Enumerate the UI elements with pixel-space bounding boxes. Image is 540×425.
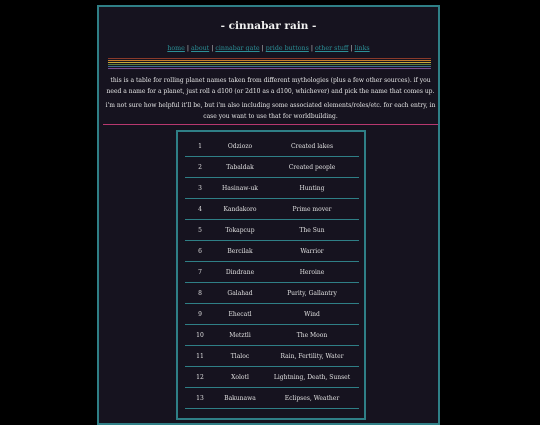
nav-separator: | bbox=[350, 45, 353, 52]
table-row bbox=[185, 345, 359, 367]
planet-name-cell: Galahad bbox=[227, 290, 253, 297]
roll-number-cell: 6 bbox=[198, 248, 202, 255]
association-cell: Heroine bbox=[299, 269, 325, 276]
table-row bbox=[185, 219, 359, 241]
table-row bbox=[185, 324, 359, 346]
roll-number-cell: 13 bbox=[196, 395, 204, 402]
table-row bbox=[185, 135, 359, 157]
planet-name-cell: Dindrane bbox=[225, 269, 255, 276]
divider-stripe bbox=[108, 62, 431, 63]
nav-bar bbox=[99, 45, 438, 52]
roll-number-cell: 12 bbox=[196, 374, 204, 381]
planet-name-cell: Ehecatl bbox=[228, 311, 252, 318]
roll-number-cell: 4 bbox=[198, 206, 202, 213]
divider-stripe bbox=[108, 60, 431, 61]
association-cell: The Sun bbox=[299, 227, 325, 234]
page-panel bbox=[97, 5, 440, 425]
nav-link-cinnabar-gate[interactable]: cinnabar gate bbox=[215, 45, 260, 52]
association-cell: Hunting bbox=[299, 185, 325, 192]
planet-name-cell: Tabaldak bbox=[226, 164, 254, 171]
nav-separator: | bbox=[310, 45, 313, 52]
table-row bbox=[185, 177, 359, 199]
roll-number-cell: 1 bbox=[198, 143, 202, 150]
roll-number-cell: 8 bbox=[198, 290, 202, 297]
planet-name-cell: Xolotl bbox=[231, 374, 249, 381]
roll-number-cell: 7 bbox=[198, 269, 202, 276]
table-row bbox=[185, 366, 359, 388]
association-cell: Created people bbox=[288, 164, 336, 171]
roll-number-cell: 11 bbox=[196, 353, 204, 360]
table-row bbox=[185, 261, 359, 283]
association-cell: Eclipses, Weather bbox=[284, 395, 340, 402]
planet-name-table bbox=[176, 130, 366, 420]
table-row bbox=[185, 387, 359, 409]
association-cell: Lightning, Death, Sunset bbox=[273, 374, 351, 381]
association-cell: Rain, Fertility, Water bbox=[280, 353, 344, 360]
planet-name-cell: Tokapcup bbox=[225, 227, 255, 234]
nav-separator: | bbox=[186, 45, 190, 52]
nav-separator: | bbox=[211, 45, 214, 52]
planet-name-cell: Metztli bbox=[229, 332, 251, 339]
association-cell: Warrior bbox=[300, 248, 324, 255]
pink-divider bbox=[103, 124, 438, 125]
planet-name-cell: Bercilak bbox=[227, 248, 253, 255]
roll-number-cell: 9 bbox=[198, 311, 202, 318]
nav-link-pride-buttons[interactable]: pride buttons bbox=[265, 45, 309, 52]
nav-link-links[interactable]: links bbox=[354, 45, 370, 52]
table-row bbox=[185, 156, 359, 178]
association-cell: Purity, Gallantry bbox=[287, 290, 337, 297]
table-row bbox=[185, 282, 359, 304]
planet-name-cell: Hasinaw-uk bbox=[222, 185, 258, 192]
planet-name-cell: Tlaloc bbox=[230, 353, 250, 360]
divider-stripe bbox=[108, 64, 431, 65]
nav-link-home[interactable]: home bbox=[167, 45, 185, 52]
table-row bbox=[185, 198, 359, 220]
planet-name-cell: Kandakoro bbox=[223, 206, 257, 213]
intro-paragraph: this is a table for rolling planet names taken from different mythologies (plus a few other sources). if you need a name for a planet, just roll a d100 (or 2d10 as a d100, whichever) and pick the name that comes up. bbox=[106, 77, 435, 95]
roll-number-cell: 5 bbox=[198, 227, 202, 234]
roll-number-cell: 3 bbox=[198, 185, 202, 192]
association-cell: Wind bbox=[304, 311, 320, 318]
site-title: - cinnabar rain - bbox=[220, 20, 317, 32]
planet-name-cell: Bakunawa bbox=[224, 395, 256, 402]
association-cell: Created lakes bbox=[290, 143, 334, 150]
association-cell: The Moon bbox=[296, 332, 328, 339]
planet-name-cell: Odziozo bbox=[227, 143, 253, 150]
nav-link-about[interactable]: about bbox=[191, 45, 210, 52]
intro-paragraph-note: i'm not sure how helpful it'll be, but i'm also including some associated elements/roles/etc. for each entry, in case you want to use that for worldbuilding. bbox=[105, 102, 436, 120]
divider-stripe bbox=[108, 66, 431, 67]
divider-stripe bbox=[108, 58, 431, 59]
roll-number-cell: 2 bbox=[198, 164, 202, 171]
table-row bbox=[185, 240, 359, 262]
association-cell: Prime mover bbox=[292, 206, 332, 213]
divider-stripe bbox=[108, 68, 431, 69]
nav-separator: | bbox=[261, 45, 264, 52]
table-row bbox=[185, 303, 359, 325]
nav-link-other-stuff[interactable]: other stuff bbox=[314, 45, 349, 52]
roll-number-cell: 10 bbox=[196, 332, 204, 339]
